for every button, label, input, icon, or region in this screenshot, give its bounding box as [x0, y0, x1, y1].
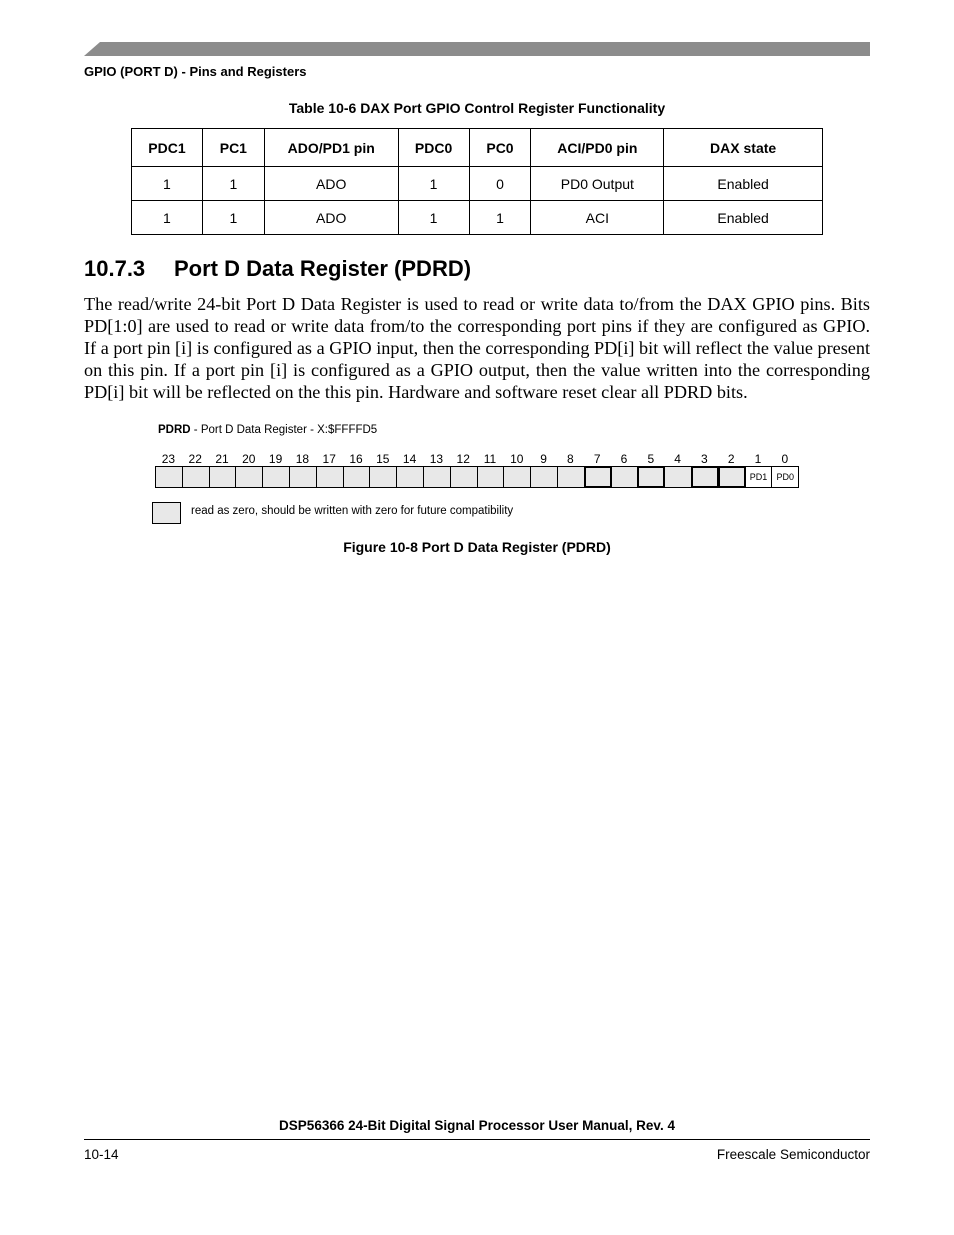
bit-number-9: 9 [540, 452, 547, 466]
bit-number-4: 4 [674, 452, 681, 466]
column-header: ADO/PD1 pin [264, 129, 398, 167]
page-number: 10-14 [84, 1147, 119, 1162]
table-header-row [132, 129, 823, 167]
table-cell: 1 [469, 201, 531, 235]
bit-number-15: 15 [376, 452, 390, 466]
bit-number-21: 21 [215, 452, 229, 466]
table-cell: ADO [264, 167, 398, 201]
table-row [132, 201, 823, 235]
table-cell: 1 [202, 167, 264, 201]
bit-number-11: 11 [483, 452, 497, 466]
bit-cell-7 [584, 466, 612, 488]
table-cell: 0 [469, 167, 531, 201]
bit-number-16: 16 [349, 452, 363, 466]
bit-number-18: 18 [295, 452, 310, 466]
section-heading [84, 256, 471, 282]
bit-number-3: 3 [701, 452, 708, 466]
bit-number-20: 20 [242, 452, 256, 466]
bit-cell-11 [477, 466, 505, 488]
register-description: - Port D Data Register - X:$FFFFD5 [190, 424, 378, 436]
section-number: 10.7.3 [84, 256, 146, 281]
bit-cell-19 [262, 466, 290, 488]
bit-number-22: 22 [188, 452, 202, 466]
column-header: PC1 [202, 129, 264, 167]
bit-cell-22 [182, 466, 210, 488]
table-row [132, 167, 823, 201]
bit-cell-2 [718, 466, 746, 488]
table-cell: 1 [132, 167, 203, 201]
bit-number-19: 19 [268, 452, 283, 466]
bit-cell-0: PD0 [771, 466, 799, 488]
bit-cell-14 [396, 466, 424, 488]
bit-cell-21 [209, 466, 237, 488]
bit-number-23: 23 [161, 452, 176, 466]
table-cell: 1 [132, 201, 203, 235]
bit-cell-13 [423, 466, 451, 488]
legend-swatch [152, 502, 181, 524]
table-cell: Enabled [664, 167, 823, 201]
bit-cell-15 [369, 466, 397, 488]
bit-cell-17 [316, 466, 344, 488]
table-cell: Enabled [664, 201, 823, 235]
bit-cell-4 [664, 466, 692, 488]
bit-number-8: 8 [567, 452, 574, 466]
register-label [158, 424, 377, 436]
bit-cell-5 [637, 466, 665, 488]
bit-cell-9 [530, 466, 558, 488]
footer-divider [84, 1139, 870, 1140]
bit-number-2: 2 [727, 452, 735, 466]
bit-number-13: 13 [429, 452, 444, 466]
bit-number-0: 0 [781, 452, 789, 466]
bit-cell-23 [155, 466, 183, 488]
running-head: GPIO (PORT D) - Pins and Registers [84, 64, 307, 79]
control-table [131, 128, 823, 235]
table-cell: 1 [398, 201, 469, 235]
table-cell: ADO [264, 201, 398, 235]
bit-cell-3 [691, 466, 719, 488]
column-header: ACI/PD0 pin [531, 129, 664, 167]
bit-number-7: 7 [593, 452, 601, 466]
column-header: PDC0 [398, 129, 469, 167]
bit-cell-18 [289, 466, 317, 488]
bit-cell-16 [343, 466, 371, 488]
figure-caption: Figure 10-8 Port D Data Register (PDRD) [343, 539, 611, 555]
company-name: Freescale Semiconductor [716, 1147, 870, 1162]
bit-number-17: 17 [322, 452, 336, 466]
bit-cell-1: PD1 [745, 466, 773, 488]
footer-title: DSP56366 24-Bit Digital Signal Processor User Manual, Rev. 4 [279, 1118, 675, 1133]
register-name: PDRD [158, 424, 191, 436]
table-cell: PD0 Output [531, 167, 664, 201]
bit-cell-8 [557, 466, 585, 488]
bit-cell-10 [503, 466, 531, 488]
body-paragraph: The read/write 24-bit Port D Data Register is used to read or write data to/from the DAX GPIO pins. Bits PD[1:0] are used to read or write data from/to the corresponding port pins if they are configured as GPIO. If a port pin [i] is configured as a GPIO input, then the corresponding PD[i] bit will reflect the value present on this pin. If a port pin [i] is configured as a GPIO output, then the value written into the corresponding PD[i] bit will be reflected on the this pin. Hardware and software reset clear all PDRD bits. [84, 294, 870, 402]
header-bar [84, 42, 870, 56]
table-cell: 1 [202, 201, 264, 235]
bit-cell-20 [235, 466, 263, 488]
column-header: DAX state [664, 129, 823, 167]
bit-cell-6 [611, 466, 639, 488]
bit-number-1: 1 [754, 452, 762, 466]
bit-number-10: 10 [510, 452, 524, 466]
column-header: PDC1 [132, 129, 203, 167]
table-cell: 1 [398, 167, 469, 201]
bit-number-14: 14 [402, 452, 417, 466]
table-caption: Table 10-6 DAX Port GPIO Control Register Functionality [288, 100, 666, 116]
table-cell: ACI [531, 201, 664, 235]
section-title: Port D Data Register (PDRD) [174, 256, 472, 281]
bit-number-5: 5 [647, 452, 655, 466]
bit-cell-12 [450, 466, 478, 488]
legend-text: read as zero, should be written with zero for future compatibility [191, 505, 514, 517]
bit-number-12: 12 [456, 452, 470, 466]
column-header: PC0 [469, 129, 531, 167]
bit-number-6: 6 [620, 452, 628, 466]
